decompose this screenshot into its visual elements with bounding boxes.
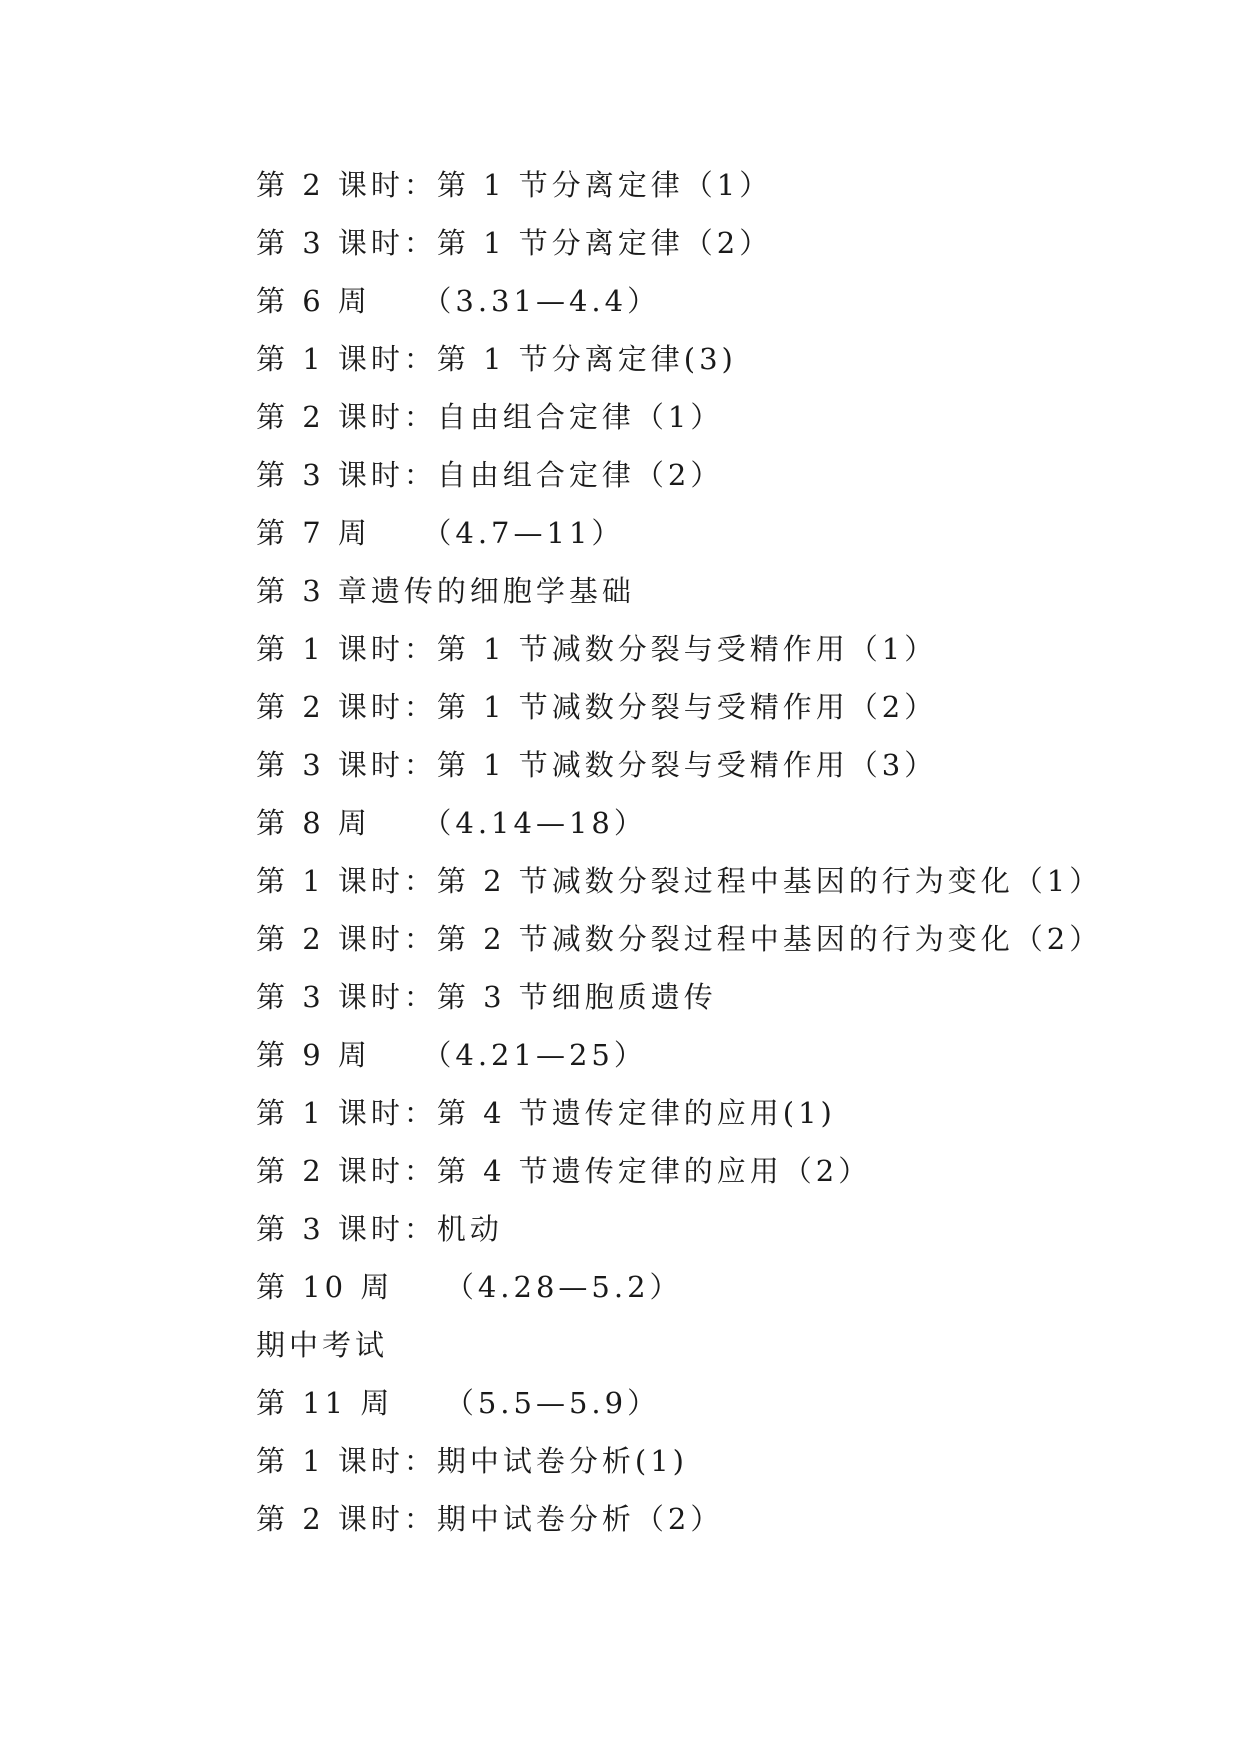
schedule-line: 第 2 课时：自由组合定律（1） <box>256 400 724 434</box>
week-heading: 第 8 周 （4.14—18） <box>256 806 647 840</box>
schedule-line: 第 1 课时：期中试卷分析(1) <box>256 1444 688 1478</box>
schedule-line: 第 3 课时：第 1 节分离定律（2） <box>256 226 773 260</box>
schedule-line: 第 3 课时：机动 <box>256 1212 503 1246</box>
schedule-line: 第 1 课时：第 1 节分离定律(3) <box>256 342 737 376</box>
schedule-line: 第 1 课时：第 1 节减数分裂与受精作用（1） <box>256 632 938 666</box>
schedule-line: 第 3 课时：自由组合定律（2） <box>256 458 724 492</box>
schedule-line: 第 1 课时：第 4 节遗传定律的应用(1) <box>256 1096 836 1130</box>
week-heading: 第 11 周 （5.5—5.9） <box>256 1386 661 1420</box>
schedule-line: 第 2 课时：第 4 节遗传定律的应用（2） <box>256 1154 872 1188</box>
schedule-line: 第 2 课时：第 1 节分离定律（1） <box>256 168 773 202</box>
week-heading: 第 7 周 （4.7—11） <box>256 516 625 550</box>
schedule-line: 第 2 课时：期中试卷分析（2） <box>256 1502 724 1536</box>
schedule-lines <box>256 156 1156 1548</box>
exam-line: 期中考试 <box>256 1328 389 1362</box>
schedule-line: 第 3 课时：第 3 节细胞质遗传 <box>256 980 717 1014</box>
schedule-line: 第 2 课时：第 2 节减数分裂过程中基因的行为变化（2） <box>256 922 1103 956</box>
schedule-line: 第 3 课时：第 1 节减数分裂与受精作用（3） <box>256 748 938 782</box>
week-heading: 第 10 周 （4.28—5.2） <box>256 1270 683 1304</box>
chapter-heading: 第 3 章遗传的细胞学基础 <box>256 574 635 608</box>
schedule-line: 第 2 课时：第 1 节减数分裂与受精作用（2） <box>256 690 938 724</box>
week-heading: 第 9 周 （4.21—25） <box>256 1038 647 1072</box>
schedule-line: 第 1 课时：第 2 节减数分裂过程中基因的行为变化（1） <box>256 864 1103 898</box>
week-heading: 第 6 周 （3.31—4.4） <box>256 284 661 318</box>
